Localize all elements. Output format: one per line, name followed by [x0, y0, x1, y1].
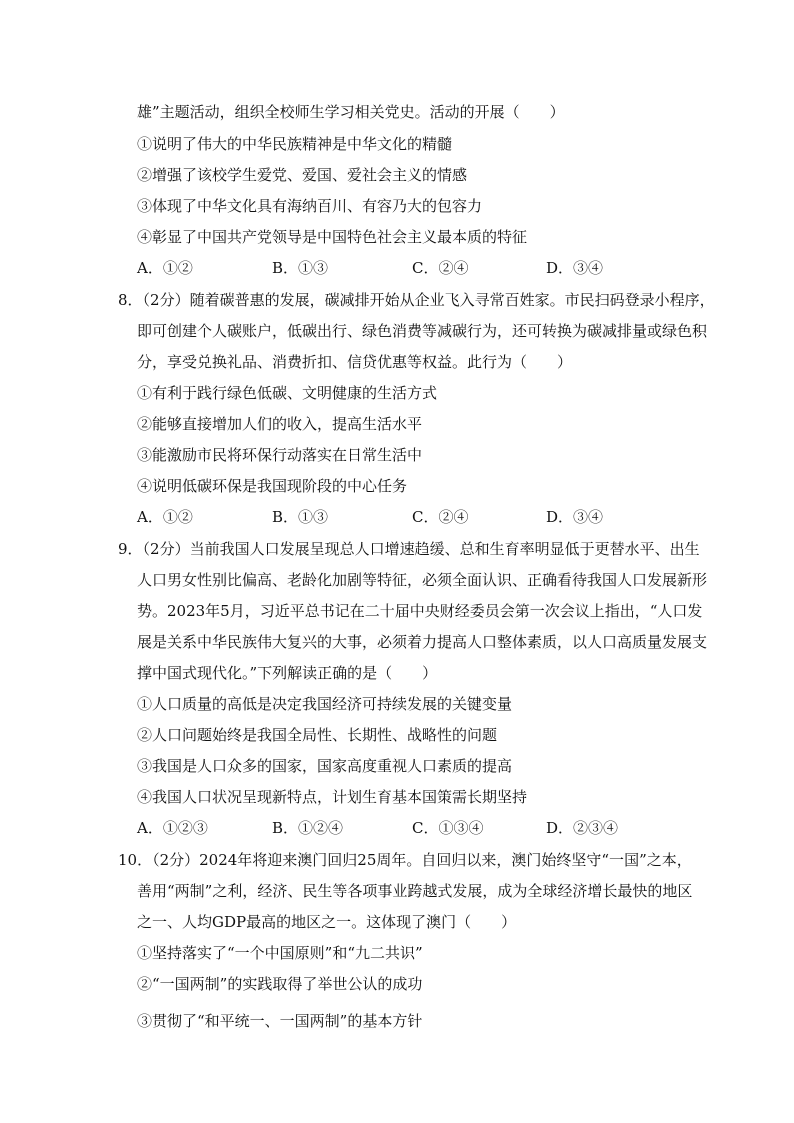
q9-stem-line-2: 人口男女性别比偏高、老龄化加剧等特征，必须全面认识、正确看待我国人口发展新形 — [137, 571, 708, 589]
q9-option-4: ④我国人口状况呈现新特点，计划生育基本国策需长期坚持 — [137, 788, 528, 806]
q9-choice-c: C．①③④ — [412, 819, 484, 837]
q7-option-4: ④彰显了中国共产党领导是中国特色社会主义最本质的特征 — [137, 228, 528, 246]
q9-option-3: ③我国是人口众多的国家，国家高度重视人口素质的提高 — [137, 757, 513, 775]
q10-stem-line-1: 10．（2分）2024年将迎来澳门回归25周年。自回归以来，澳门始终坚守“一国”之本， — [118, 851, 692, 869]
q7-choice-a: A．①② — [137, 259, 193, 277]
q8-stem-line-1: 8．（2分）随着碳普惠的发展，碳减排开始从企业飞入寻常百姓家。市民扫码登录小程序， — [118, 291, 715, 309]
q10-stem-line-2: 善用“两制”之利，经济、民生等各项事业跨越式发展，成为全球经济增长最快的地区 — [137, 882, 693, 900]
q7-choice-c: C．②④ — [412, 259, 469, 277]
q8-option-4: ④说明低碳环保是我国现阶段的中心任务 — [137, 477, 408, 495]
q8-option-1: ①有利于践行绿色低碳、文明健康的生活方式 — [137, 384, 438, 402]
q7-stem-continued: 雄”主题活动，组织全校师生学习相关党史。活动的开展（ ） — [137, 103, 565, 121]
q9-stem-line-3: 势。2023年5月，习近平总书记在二十届中央财经委员会第一次会议上指出，“人口发 — [137, 602, 703, 620]
q9-stem-line-5: 撑中国式现代化。”下列解读正确的是（ ） — [137, 664, 438, 682]
q10-option-1: ①坚持落实了“一个中国原则”和“九二共识” — [137, 944, 423, 962]
q9-choice-b: B．①②④ — [272, 819, 344, 837]
q9-option-2: ②人口问题始终是我国全局性、长期性、战略性的问题 — [137, 726, 498, 744]
q9-choice-d: D．②③④ — [546, 819, 619, 837]
q8-choice-a: A．①② — [137, 508, 193, 526]
q10-stem-line-3: 之一、人均GDP最高的地区之一。这体现了澳门（ ） — [137, 913, 517, 931]
q8-option-3: ③能激励市民将环保行动落实在日常生活中 — [137, 446, 423, 464]
q7-choice-b: B．①③ — [272, 259, 329, 277]
q9-choice-a: A．①②③ — [137, 819, 208, 837]
q7-option-1: ①说明了伟大的中华民族精神是中华文化的精髓 — [137, 135, 453, 153]
q7-option-3: ③体现了中华文化具有海纳百川、有容乃大的包容力 — [137, 197, 483, 215]
q10-option-3: ③贯彻了“和平统一、一国两制”的基本方针 — [137, 1012, 423, 1030]
q9-stem-line-1: 9．（2分）当前我国人口发展呈现总人口增速趋缓、总和生育率明显低于更替水平、出生 — [118, 540, 700, 558]
q10-option-2: ②“一国两制”的实践取得了举世公认的成功 — [137, 975, 423, 993]
q8-option-2: ②能够直接增加人们的收入，提高生活水平 — [137, 415, 423, 433]
q8-choice-d: D．③④ — [546, 508, 604, 526]
q8-stem-line-3: 分，享受兑换礼品、消费折扣、信贷优惠等权益。此行为（ ） — [137, 353, 573, 371]
q7-option-2: ②增强了该校学生爱党、爱国、爱社会主义的情感 — [137, 166, 468, 184]
q8-stem-line-2: 即可创建个人碳账户，低碳出行、绿色消费等减碳行为，还可转换为碳减排量或绿色积 — [137, 322, 708, 340]
q9-option-1: ①人口质量的高低是决定我国经济可持续发展的关键变量 — [137, 695, 513, 713]
q9-stem-line-4: 展是关系中华民族伟大复兴的大事，必须着力提高人口整体素质，以人口高质量发展支 — [137, 633, 708, 651]
q8-choice-c: C．②④ — [412, 508, 469, 526]
q8-choice-b: B．①③ — [272, 508, 329, 526]
q7-choice-d: D．③④ — [546, 259, 604, 277]
